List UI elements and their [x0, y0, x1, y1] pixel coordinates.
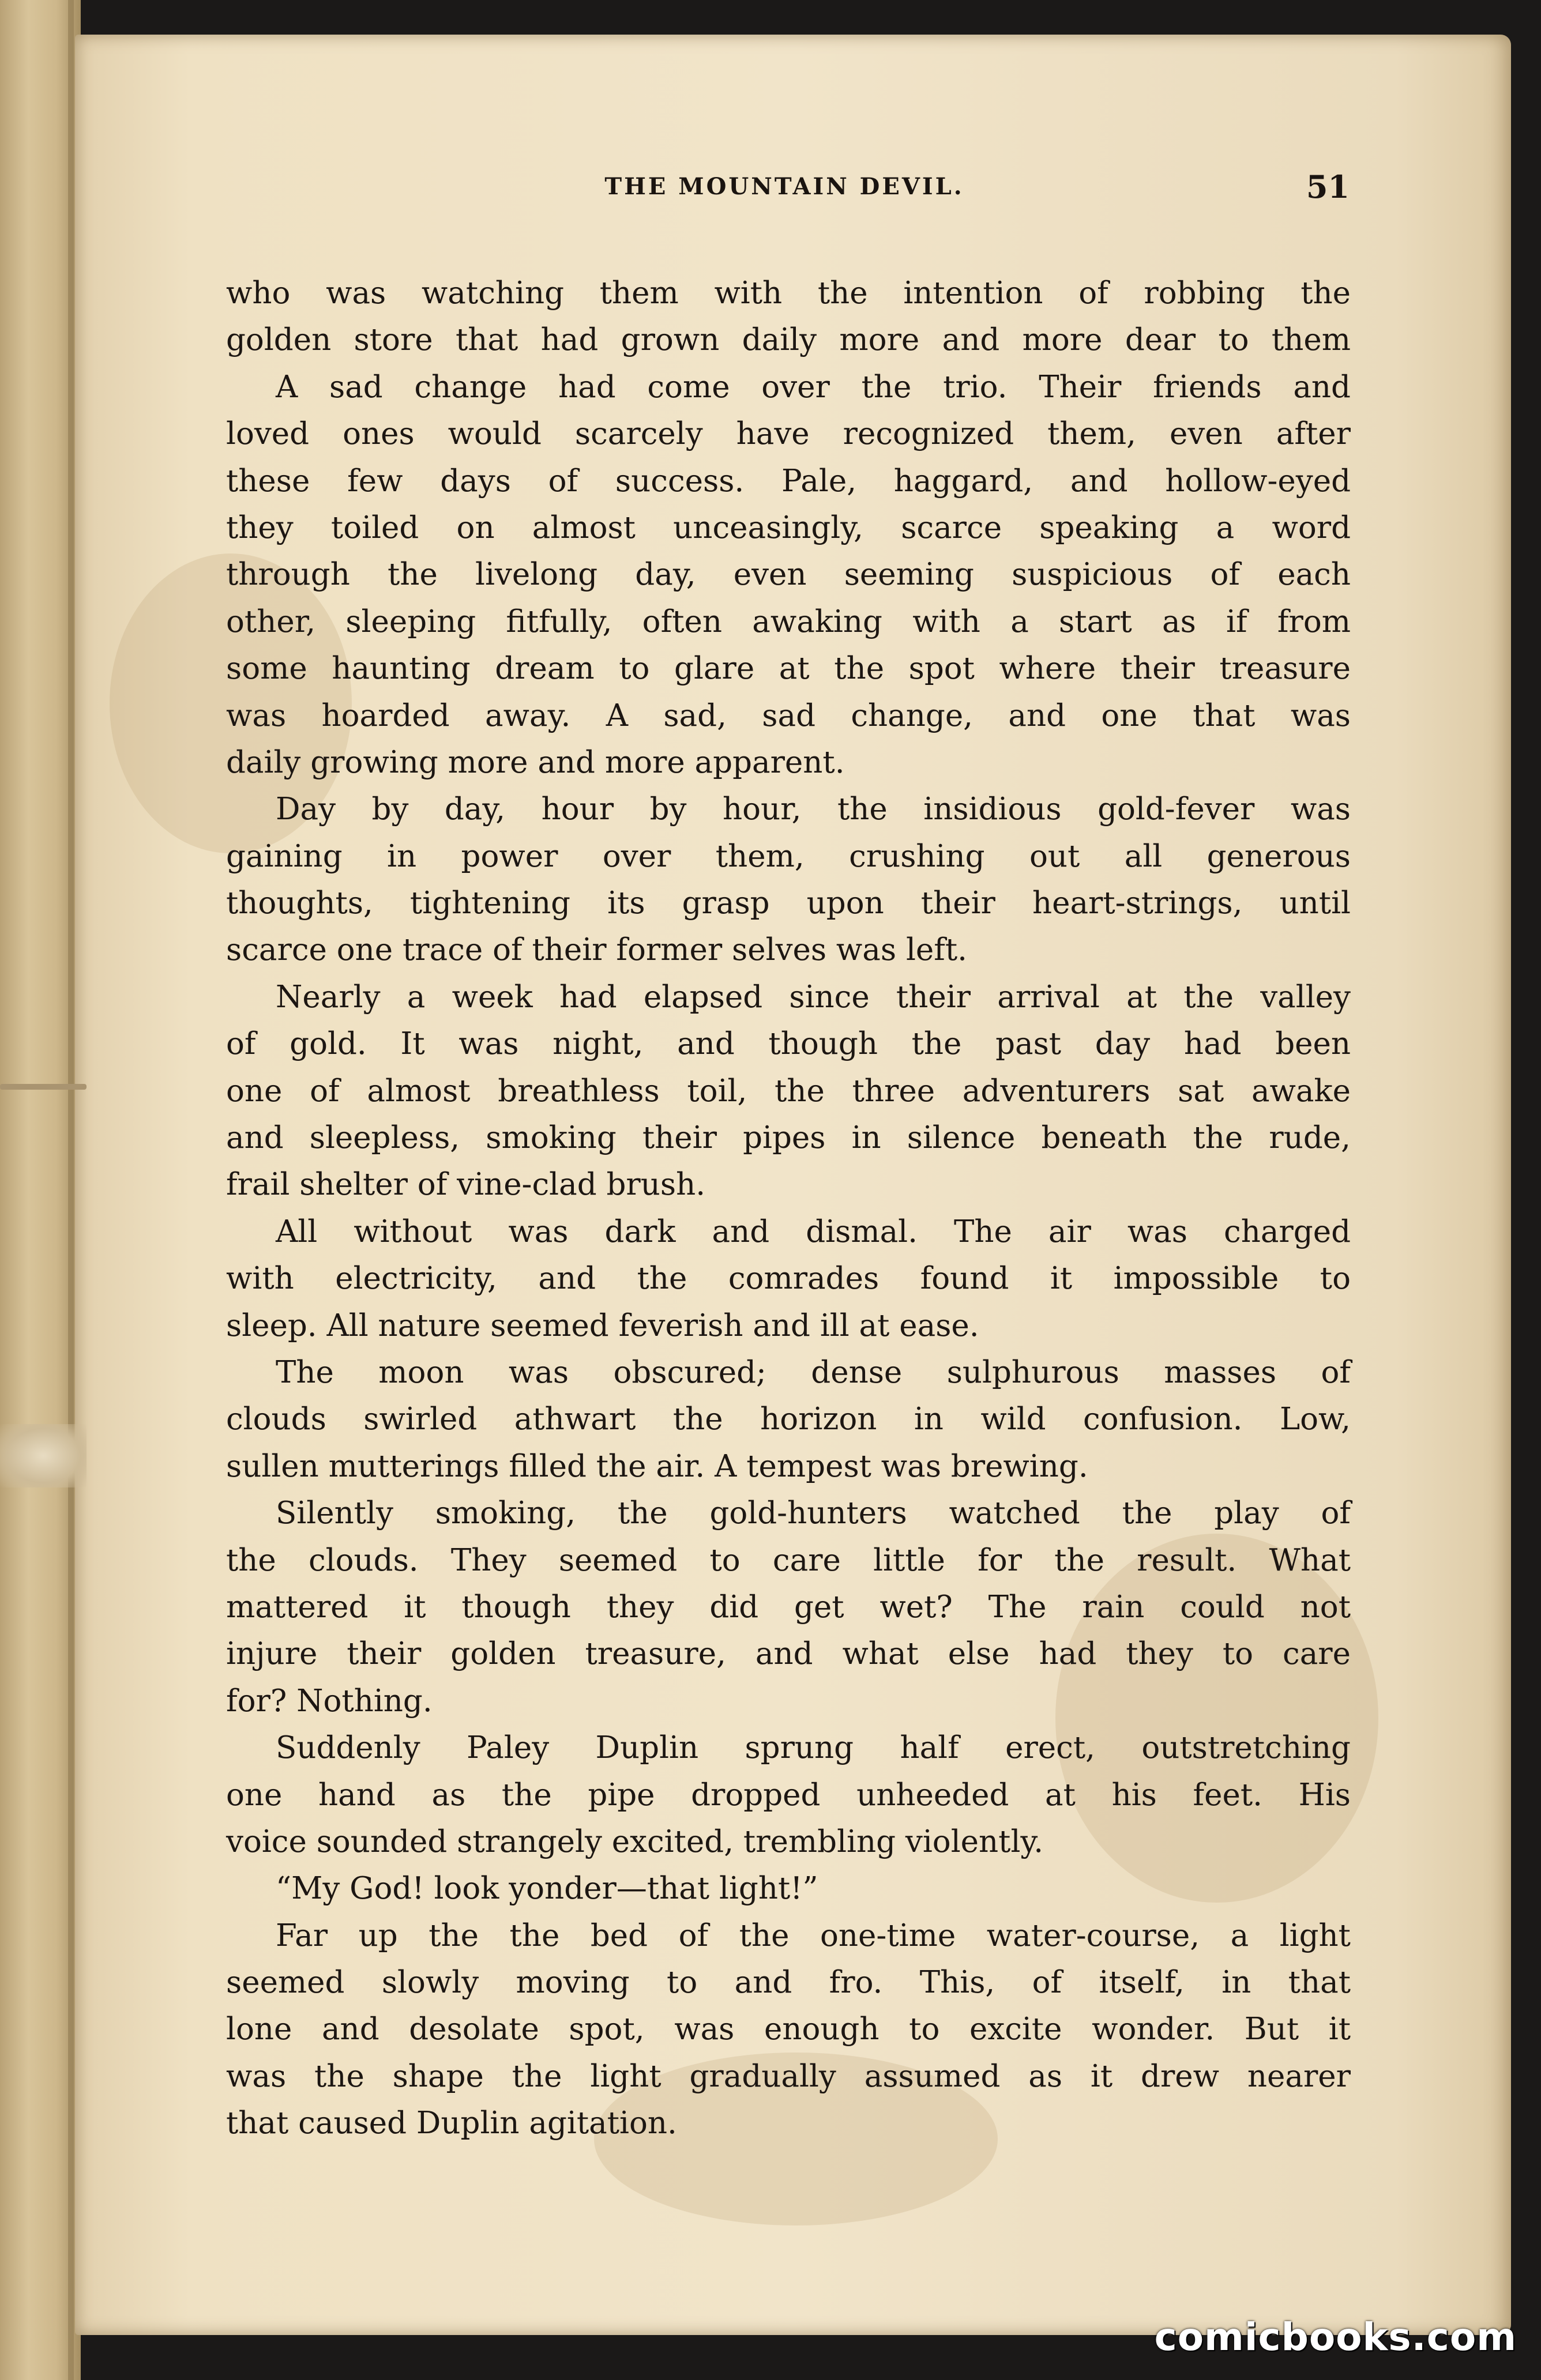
- text-line: some haunting dream to glare at the spot where their treasure: [226, 651, 1351, 687]
- text-line: A sad change had come over the trio. Their friends and: [276, 369, 1351, 405]
- text-line: daily growing more and more apparent.: [226, 744, 845, 780]
- text-line: for? Nothing.: [226, 1683, 433, 1719]
- text-line: injure their golden treasure, and what else had they to care: [226, 1636, 1351, 1672]
- text-line: Suddenly Paley Duplin sprung half erect, outstretching: [276, 1730, 1351, 1766]
- text-line: Silently smoking, the gold-hunters watched the play of: [276, 1496, 1351, 1531]
- spine-shadow: [68, 0, 74, 2380]
- text-line: one of almost breathless toil, the three adventurers sat awake: [226, 1073, 1351, 1109]
- text-line: seemed slowly moving to and fro. This, of itself, in that: [226, 1965, 1351, 2001]
- text-line: one hand as the pipe dropped unheeded at his feet. His: [226, 1777, 1351, 1813]
- binding-tuft: [0, 1424, 87, 1488]
- text-line: and sleepless, smoking their pipes in silence beneath the rude,: [226, 1120, 1351, 1156]
- text-line: loved ones would scarcely have recognized them, even after: [226, 416, 1351, 452]
- text-line: mattered it though they did get wet? The rain could not: [226, 1589, 1351, 1625]
- text-line: the clouds. They seemed to care little for the result. What: [226, 1542, 1351, 1578]
- text-line: “My God! look yonder—that light!”: [276, 1871, 818, 1907]
- text-line: lone and desolate spot, was enough to excite wonder. But it: [226, 2012, 1351, 2047]
- text-line: voice sounded strangely excited, trembling violently.: [226, 1824, 1044, 1859]
- running-header: [219, 168, 1350, 219]
- binding-thread: [0, 1084, 87, 1090]
- text-line: with electricity, and the comrades found it impossible to: [226, 1261, 1351, 1297]
- site-watermark: comicbooks.com: [1154, 2315, 1517, 2359]
- text-line: of gold. It was night, and though the past day had been: [226, 1026, 1351, 1062]
- body-text: [226, 270, 1351, 2147]
- text-line: frail shelter of vine-clad brush.: [226, 1167, 706, 1203]
- text-line: clouds swirled athwart the horizon in wild confusion. Low,: [226, 1402, 1351, 1437]
- text-line: thoughts, tightening its grasp upon their heart-strings, until: [226, 886, 1351, 921]
- text-line: Day by day, hour by hour, the insidious gold-fever was: [276, 792, 1351, 827]
- text-line: these few days of success. Pale, haggard, and hollow-eyed: [226, 463, 1351, 499]
- text-line: was hoarded away. A sad, sad change, and one that was: [226, 698, 1351, 733]
- text-line: All without was dark and dismal. The air was charged: [276, 1214, 1351, 1249]
- text-line: was the shape the light gradually assumed as it drew nearer: [226, 2058, 1351, 2094]
- text-line: golden store that had grown daily more and more dear to them: [226, 322, 1351, 358]
- text-line: they toiled on almost unceasingly, scarce speaking a word: [226, 510, 1351, 545]
- text-line: sleep. All nature seemed feverish and ill at ease.: [226, 1308, 979, 1343]
- page-number: 51: [1306, 168, 1350, 205]
- text-line: sullen mutterings filled the air. A tempest was brewing.: [226, 1448, 1088, 1484]
- text-line: that caused Duplin agitation.: [226, 2106, 677, 2141]
- text-line: who was watching them with the intention of robbing the: [226, 276, 1351, 311]
- text-line: Nearly a week had elapsed since their arrival at the valley: [276, 979, 1351, 1015]
- text-line: The moon was obscured; dense sulphurous masses of: [276, 1354, 1351, 1390]
- text-line: gaining in power over them, crushing out all generous: [226, 838, 1351, 874]
- text-line: Far up the the bed of the one-time water-course, a light: [276, 1918, 1351, 1953]
- text-line: scarce one trace of their former selves was left.: [226, 932, 968, 968]
- running-title: THE MOUNTAIN DEVIL.: [604, 173, 964, 200]
- text-line: through the livelong day, even seeming suspicious of each: [226, 557, 1351, 593]
- text-line: other, sleeping fitfully, often awaking with a start as if from: [226, 604, 1351, 639]
